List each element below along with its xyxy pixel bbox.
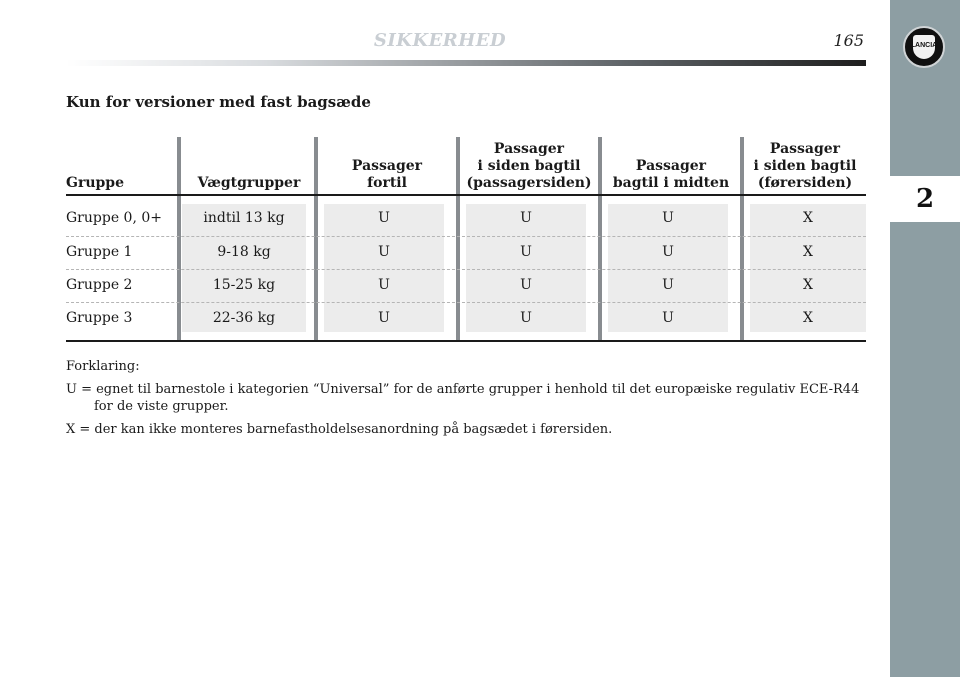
row-divider [66,236,866,237]
legend-title: Forklaring: [66,359,140,374]
column-header-line: (førersiden) [757,175,853,191]
column-header-line: bagtil i midten [612,175,730,191]
table-bottom-rule [66,340,866,342]
table-cell-value: U [520,310,532,326]
row-divider [66,302,866,303]
column-header-passager-fortil [318,138,456,192]
table-cell-value: U [520,277,532,293]
column-header-line: i siden bagtil [753,158,857,174]
table-cell-value: U [378,277,390,293]
table-cell-value: U [520,210,532,226]
table-cell-value: U [378,310,390,326]
table-cell-value: X [803,244,813,260]
column-header-line: Passager [493,141,565,157]
column-header-line: Passager [635,158,707,174]
column-header-line: fortil [367,175,407,191]
table-cell-value: U [378,244,390,260]
legend-u: U = egnet til barnestole i kategorien “Universal” for de anførte grupper i henhold til det europæiske regulativ ECE-R44 for de viste grupper. [66,382,860,414]
logo-text: LANCIA [910,42,938,49]
column-header-line: Vægtgrupper [197,175,301,191]
legend [66,358,866,438]
lancia-logo-icon [903,26,945,68]
table-cell-value: U [662,244,674,260]
table-cell-group: Gruppe 1 [66,244,133,260]
page-number: 165 [833,31,864,50]
chapter-tab[interactable]: 2 [890,176,960,222]
table-cell-group: Gruppe 3 [66,310,133,326]
table-header-rule [66,194,866,196]
row-divider [66,269,866,270]
table-cell-value: X [803,210,813,226]
column-header-midten [602,138,740,192]
column-header-line: Passager [769,141,841,157]
column-header-passagersiden [460,138,598,192]
table-cell-value: U [520,244,532,260]
table-cell-weight: 15-25 kg [212,277,276,293]
table-cell-value: U [378,210,390,226]
column-header-line: Gruppe [66,175,124,191]
table-cell-value: U [662,210,674,226]
legend-x: X = der kan ikke monteres barnefastholdelsesanordning på bagsædet i førersiden. [66,422,613,437]
header-rule [66,60,866,66]
table-cell-value: U [662,310,674,326]
chapter-sidebar [890,0,960,677]
column-header-line: Passager [351,158,423,174]
page-header-title: SIKKERHED [373,30,507,51]
column-header-gruppe [66,138,174,192]
column-header-forersiden [744,138,866,192]
table-cell-weight: indtil 13 kg [203,210,285,226]
section-heading: Kun for versioner med fast bagsæde [66,93,371,111]
table-cell-weight: 9-18 kg [217,244,271,260]
column-header-vaegtgrupper [184,138,314,192]
column-divider [177,137,181,341]
column-header-line: (passagersiden) [466,175,592,191]
table-cell-group: Gruppe 2 [66,277,133,293]
table-cell-value: U [662,277,674,293]
column-header-line: i siden bagtil [477,158,581,174]
table-cell-weight: 22-36 kg [212,310,276,326]
table-cell-value: X [803,277,813,293]
table-cell-group: Gruppe 0, 0+ [66,210,162,226]
table-cell-value: X [803,310,813,326]
